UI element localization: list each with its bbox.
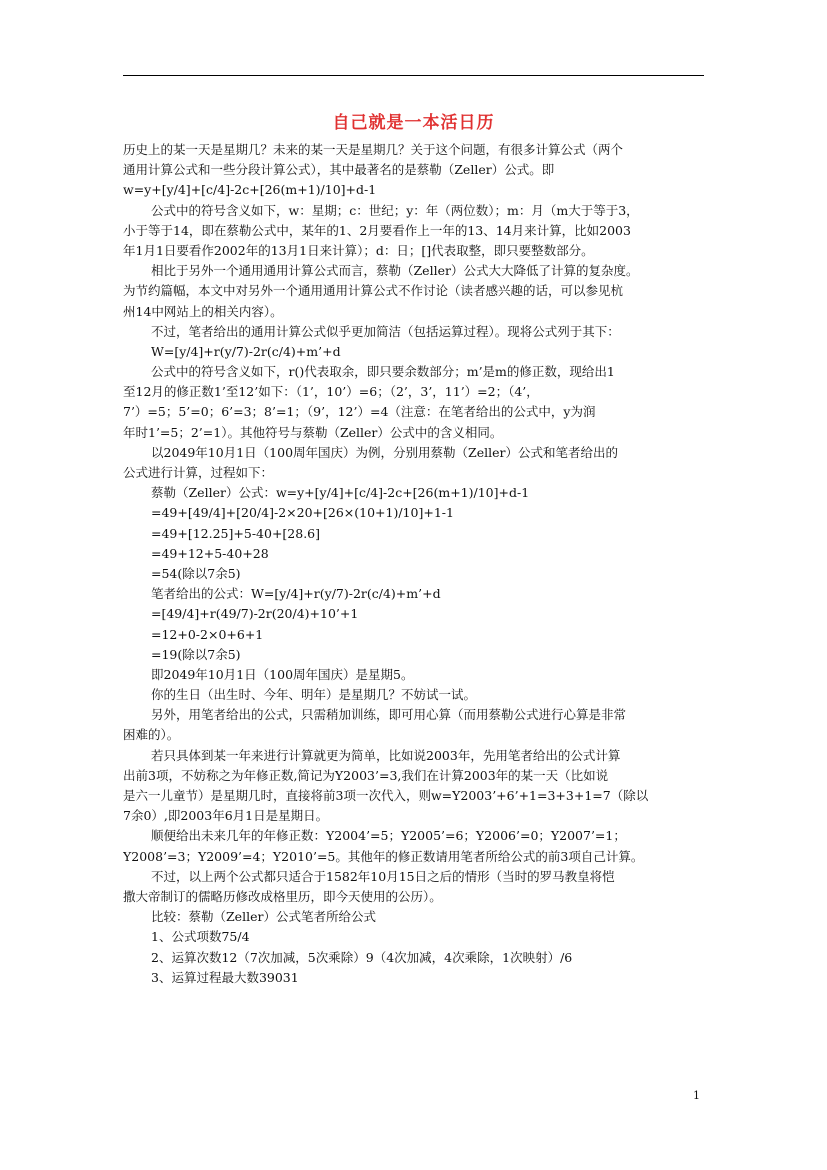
- text-line: 不过，笔者给出的通用计算公式似乎更加简洁（包括运算过程）。现将公式列于其下：: [151, 323, 620, 339]
- text-line: =[49/4]+r(49/7)-2r(20/4)+10’+1: [151, 606, 359, 622]
- text-line: 出前3项，不妨称之为年修正数,简记为Y2003’=3,我们在计算2003年的某一天（比如说: [123, 767, 609, 783]
- text-line: 蔡勒（Zeller）公式：w=y+[y/4]+[c/4]-2c+[26(m+1)/10]+d-1: [151, 485, 530, 501]
- text-line: =49+[49/4]+[20/4]-2×20+[26×(10+1)/10]+1-1: [151, 505, 454, 521]
- page-number: 1: [693, 1089, 700, 1102]
- text-line: 不过，以上两个公式都只适合于1582年10月15日之后的情形（当时的罗马教皇将恺: [151, 868, 615, 884]
- text-line: 你的生日（出生时、今年、明年）是星期几？不妨试一试。: [151, 687, 477, 703]
- text-line: =49+12+5-40+28: [151, 545, 269, 561]
- text-line: 7余0）,即2003年6月1日是星期日。: [123, 808, 329, 824]
- text-line: 7’）=5；5’=0；6’=3；8’=1；（9’，12’）=4（注意：在笔者给出的公式中，y为润: [123, 404, 596, 420]
- text-line: 即2049年10月1日（100周年国庆）是星期5。: [151, 666, 414, 682]
- text-line: =12+0-2×0+6+1: [151, 626, 264, 642]
- text-line: w=y+[y/4]+[c/4]-2c+[26(m+1)/10]+d-1: [123, 182, 377, 198]
- text-line: 通用计算公式和一些分段计算公式），其中最著名的是蔡勒（Zeller）公式。即: [123, 162, 555, 178]
- text-line: 若只具体到某一年来进行计算就更为简单，比如说2003年，先用笔者给出的公式计算: [151, 747, 621, 763]
- text-line: 州14中网站上的相关内容）。: [123, 303, 283, 319]
- text-line: 是六一儿童节）是星期几时，直接将前3项一次代入，则w=Y2003’+6’+1=3+3+1=7（除以: [123, 788, 649, 803]
- header-rule: [123, 75, 704, 76]
- text-line: 年时1’=5；2’=1）。其他符号与蔡勒（Zeller）公式中的含义相同。: [123, 424, 503, 440]
- text-line: 困难的）。: [123, 727, 180, 743]
- text-line: 3、运算过程最大数39031: [151, 969, 299, 985]
- text-line: 以2049年10月1日（100周年国庆）为例，分别用蔡勒（Zeller）公式和笔者给出的: [151, 444, 618, 460]
- text-line: Y2008’=3；Y2009’=4；Y2010’=5。其他年的修正数请用笔者所给公式的前3项自己计算。: [123, 848, 644, 864]
- text-line: W=[y/4]+r(y/7)-2r(c/4)+m’+d: [151, 343, 341, 359]
- text-line: 比较：蔡勒（Zeller）公式笔者所给公式: [151, 909, 376, 925]
- text-line: 顺便给出未来几年的年修正数：Y2004’=5；Y2005’=6；Y2006’=0；Y2007’=1；: [151, 828, 626, 844]
- text-line: 公式中的符号含义如下，w：星期；c：世纪；y：年（两位数）；m：月（m大于等于3，: [151, 202, 639, 218]
- text-line: 历史上的某一天是星期几？未来的某一天是星期几？关于这个问题，有很多计算公式（两个: [123, 142, 624, 157]
- text-line: 相比于另外一个通用通用计算公式而言，蔡勒（Zeller）公式大大降低了计算的复杂度。: [151, 263, 639, 279]
- document-title: 自己就是一本活日历: [332, 113, 495, 133]
- text-line: 小于等于14，即在蔡勒公式中，某年的1、2月要看作上一年的13、14月来计算，比如2003: [123, 222, 631, 238]
- text-line: 1、公式项数75/4: [151, 929, 250, 945]
- text-line: 年1月1日要看作2002年的13月1日来计算）；d：日；[]代表取整，即只要整数部分。: [123, 242, 594, 258]
- text-line: 公式进行计算，过程如下：: [123, 465, 274, 480]
- text-line: =54(除以7余5): [151, 565, 241, 581]
- text-line: =49+[12.25]+5-40+[28.6]: [151, 525, 321, 541]
- text-line: 撒大帝制订的儒略历修改成格里历，即今天使用的公历）。: [123, 888, 442, 904]
- text-line: 公式中的符号含义如下，r()代表取余，即只要余数部分；m’是m的修正数，现给出1: [151, 364, 615, 380]
- document-body: [123, 140, 704, 988]
- text-line: 为节约篇幅，本文中对另外一个通用通用计算公式不作讨论（读者感兴趣的话，可以参见杭: [123, 283, 624, 299]
- text-line: 至12月的修正数1’至12’如下：（1’，10’）=6；（2’，3’，11’）=2；（4’，: [123, 384, 539, 400]
- text-line: 笔者给出的公式：W=[y/4]+r(y/7)-2r(c/4)+m’+d: [151, 586, 441, 602]
- text-line: =19(除以7余5): [151, 646, 241, 662]
- text-line: 2、运算次数12（7次加减，5次乘除）9（4次加减，4次乘除，1次映射）/6: [151, 949, 573, 965]
- text-line: 另外，用笔者给出的公式，只需稍加训练，即可用心算（而用蔡勒公式进行心算是非常: [151, 707, 627, 723]
